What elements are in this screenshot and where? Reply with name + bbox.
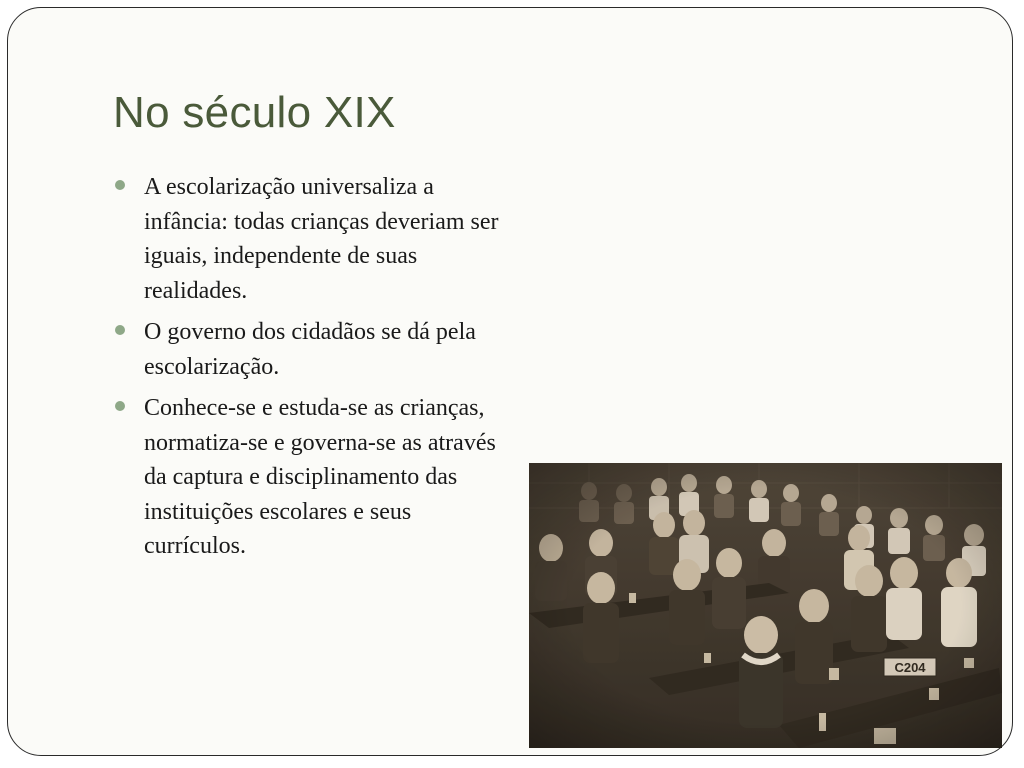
bullet-icon bbox=[115, 325, 125, 335]
list-item bbox=[113, 170, 513, 308]
bullet-icon bbox=[115, 401, 125, 411]
classroom-photo bbox=[529, 463, 1002, 748]
classroom-photo-graphic bbox=[529, 463, 1002, 748]
slide-title: No século XIX bbox=[113, 88, 396, 137]
bullet-text: Conhece-se e estuda-se as crianças, normatiza-se e governa-se as através da captura e disciplinamento das instituições escolares e seus currículos. bbox=[144, 395, 496, 559]
bullet-text: A escolarização universaliza a infância: todas crianças deveriam ser iguais, independente de suas realidades. bbox=[144, 174, 499, 304]
bullet-text: O governo dos cidadãos se dá pela escolarização. bbox=[144, 319, 476, 380]
bullet-list bbox=[113, 170, 513, 571]
list-item bbox=[113, 391, 513, 564]
bullet-icon bbox=[115, 180, 125, 190]
list-item bbox=[113, 315, 513, 384]
